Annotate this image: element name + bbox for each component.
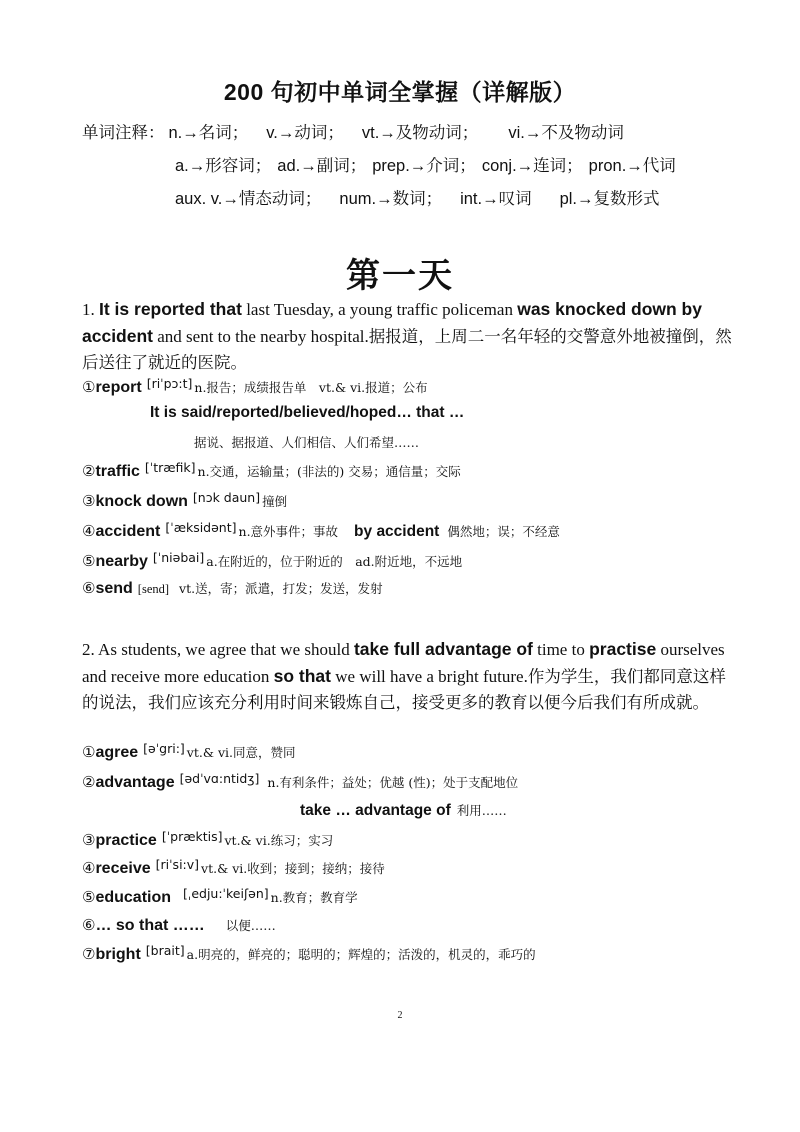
entry-number: ③ [82,831,96,849]
key-phrase: take full advantage of [353,639,533,659]
entry-number: ⑥ [82,916,96,934]
sentence-translation: 作为学生，我们都同意这样的说法，我们应该充分利用时间来锻炼自己，接受更多的教育以便今后我们有所成就。 [82,667,726,712]
vocab-entry [82,829,762,850]
entry-ipa: [ˈniəbai] [152,550,205,565]
vocab-entry [82,376,762,397]
legend-item: vi.→不及物动词 [508,124,624,142]
vocab-entry [82,886,762,907]
entry-definition: n.有利条件；益处；优越 (性)；处于支配地位 [267,775,519,790]
entry-word: receive [95,860,151,877]
entry-word: advantage [95,774,175,791]
entry-ipa: [ˈpræktis] [161,829,223,844]
legend-item: conj.→连词； [481,157,583,175]
legend-item: aux. v.→情态动词； [175,190,322,208]
key-phrase: It is reported that [99,299,242,319]
vocab-entry [82,914,762,935]
entry-word: practice [95,832,157,849]
entry-phrase-definition: 偶然地；误；不经意 [447,524,560,539]
entry-number: ④ [82,859,96,877]
legend-item: vt.→及物动词； [361,124,479,142]
sentence-number: 1. [82,300,95,319]
entry-definition: vt.送，寄；派遣，打发；发送，发射 [179,581,383,596]
sentence-text: ourselves and receive more education [82,640,725,686]
legend-label: 单词注释： [82,124,165,142]
legend-item: a.→形容词； [175,157,272,175]
document-title: 200 句初中单词全掌握（详解版） [223,79,577,105]
sentence-text: and sent to the nearby hospital. [153,327,369,346]
vocab-entry [82,857,762,878]
entry-word: bright [95,946,141,963]
entry-definition: vt.& vi.练习；实习 [224,833,334,848]
entry-ipa: [send] [137,582,170,596]
entry-word: nearby [95,553,148,570]
vocab-entry [82,771,762,792]
phrase-pattern-translation: 利用…… [456,803,507,818]
entry-definition: n.教育；教育学 [270,890,358,905]
vocab-entry [82,943,762,964]
entry-number: ⑦ [82,945,96,963]
phrase-pattern-text: take … advantage of [300,802,451,819]
legend-item: int.→叹词 [460,190,532,208]
vocab-entry [82,520,762,541]
entry-word: send [95,580,133,597]
phrase-pattern [300,801,507,820]
entry-ipa: [riˈpɔ:t] [146,376,193,391]
entry-definition: a.明亮的，鲜亮的；聪明的；辉煌的；活泼的，机灵的，乖巧的 [186,947,536,962]
sentence-text: we will have a bright future. [331,667,528,686]
entry-ipa: [ˌedju:ˈkeiʃən] [183,886,269,901]
entry-ipa: [riˈsi:v] [155,857,200,872]
sentence-number: 2. [82,640,95,659]
entry-number: ① [82,378,96,396]
entry-word: accident [95,523,161,540]
key-phrase: was knocked down by accident [82,299,702,346]
sentence-2 [82,636,742,716]
entry-number: ② [82,462,96,480]
entry-definition: a.在附近的，位于附近的 ad.附近地，不远地 [206,554,463,569]
entry-word: … so that …… [95,917,205,934]
entry-definition: 以便…… [225,918,276,933]
vocab-entry [82,460,762,481]
legend-item: v.→动词； [266,124,344,142]
sentence-text: As students, we agree that we should [94,640,354,659]
entry-number: ③ [82,492,96,510]
entry-number: ① [82,743,96,761]
day-heading: 第一天 [346,256,454,296]
entry-ipa: [nɔk daun] [192,490,261,505]
legend-item: num.→数词； [339,190,443,208]
page-number: 2 [397,1010,403,1021]
legend-item: pron.→代词 [588,157,676,175]
entry-definition: vt.& vi.同意，赞同 [186,745,296,760]
entry-definition: 撞倒 [262,494,288,509]
entry-number: ⑤ [82,552,96,570]
entry-word: report [95,379,142,396]
phrase-pattern-translation: 据说、据报道、人们相信、人们希望…… [194,435,420,450]
entry-ipa: [əˈgri:] [143,741,185,756]
entry-ipa: [ədˈvɑ:ntidʒ] [179,771,260,786]
legend-line-2 [175,152,694,176]
legend-item: n.→名词； [168,124,249,142]
legend-item: ad.→副词； [277,157,367,175]
key-phrase: so that [273,666,331,686]
vocab-entry [82,490,762,511]
entry-definition: n.意外事件；事故 [238,524,339,539]
entry-number: ② [82,773,96,791]
entry-word: agree [95,744,139,761]
entry-word: education [95,889,172,906]
entry-definition: n.交通，运输量；(非法的) 交易；通信量；交际 [197,464,461,479]
entry-word: knock down [95,493,188,510]
entry-ipa: [ˈæksidənt] [165,520,237,535]
entry-number: ⑥ [82,579,96,597]
sentence-translation: 据报道，上周二一名年轻的交警意外地被撞倒，然后送往了就近的医院。 [82,327,732,372]
legend-item: pl.→复数形式 [559,190,660,208]
legend-item: prep.→介词； [372,157,476,175]
legend-line-3 [175,185,678,209]
entry-phrase: by accident [354,523,440,540]
entry-word: traffic [95,463,140,480]
vocab-entry [82,741,762,762]
legend-line-1 [82,119,642,143]
key-phrase: practise [589,639,657,659]
sentence-text: last Tuesday, a young traffic policeman [241,300,518,319]
vocab-entry [82,579,762,598]
entry-definition: vt.& vi.收到；接到；接纳；接待 [201,861,385,876]
sentence-text: time to [532,640,590,659]
entry-ipa: [ˈtræfik] [144,460,196,475]
phrase-pattern: It is said/reported/believed/hoped… that … [150,404,465,421]
entry-definition: n.报告；成绩报告单 vt.& vi.报道；公布 [194,380,428,395]
entry-number: ⑤ [82,888,96,906]
sentence-1 [82,296,742,376]
entry-ipa: [brait] [145,943,185,958]
entry-number: ④ [82,522,96,540]
vocab-entry [82,550,762,571]
